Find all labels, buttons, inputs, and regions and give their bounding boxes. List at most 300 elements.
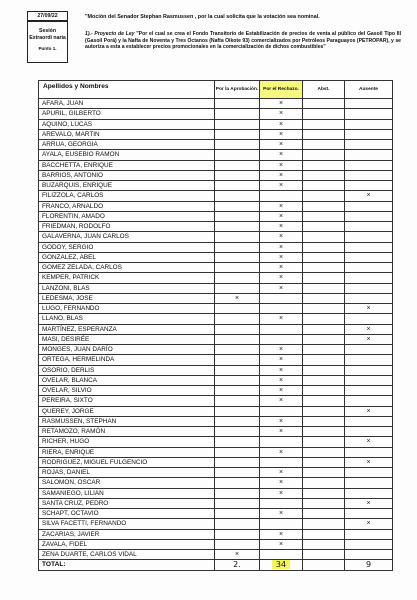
vote-cell-absent	[345, 550, 393, 560]
senator-name: RICHER, HUGO	[39, 437, 215, 447]
vote-cell-approve	[215, 539, 260, 549]
vote-cell-absent	[345, 334, 393, 344]
vote-cell-abstain	[303, 509, 345, 519]
table-row	[39, 242, 393, 252]
vote-cell-reject	[260, 283, 303, 293]
vote-mark-icon: ×	[366, 520, 371, 528]
table-row	[39, 334, 393, 344]
vote-cell-abstain	[303, 355, 345, 365]
table-row	[39, 211, 393, 221]
senator-name: MASI, DESIRÉE	[39, 334, 215, 344]
table-row	[39, 191, 393, 201]
table-row	[39, 201, 393, 211]
vote-cell-reject	[260, 211, 303, 221]
vote-cell-abstain	[303, 232, 345, 242]
vote-cell-abstain	[303, 222, 345, 232]
vote-cell-approve	[215, 263, 260, 273]
vote-cell-reject	[260, 324, 303, 334]
table-row	[39, 509, 393, 519]
senator-name: FILIZZOLA, CARLOS	[39, 191, 215, 201]
table-row	[39, 355, 393, 365]
vote-cell-abstain	[303, 181, 345, 191]
vote-mark-icon: ×	[278, 212, 284, 220]
vote-cell-approve	[215, 293, 260, 303]
vote-cell-approve	[215, 170, 260, 180]
vote-cell-approve	[215, 457, 260, 467]
vote-cell-approve	[215, 365, 260, 375]
table-row	[39, 293, 393, 303]
column-header-abstain: Abst.	[303, 81, 345, 99]
vote-cell-reject	[260, 293, 303, 303]
vote-cell-approve	[215, 211, 260, 221]
senator-name: OVELAR, SILVIO	[39, 386, 215, 396]
vote-cell-approve	[215, 150, 260, 160]
vote-cell-reject	[260, 129, 303, 139]
vote-cell-absent	[345, 539, 393, 549]
vote-cell-approve	[215, 119, 260, 129]
vote-cell-abstain	[303, 160, 345, 170]
senator-name: GONZALEZ, ABEL	[39, 252, 215, 262]
vote-cell-approve	[215, 406, 260, 416]
senator-name: APURIL, GILBERTO	[39, 109, 215, 119]
vote-mark-icon: ×	[278, 540, 284, 548]
vote-cell-abstain	[303, 365, 345, 375]
vote-cell-reject	[260, 304, 303, 314]
vote-cell-approve	[215, 201, 260, 211]
vote-cell-abstain	[303, 283, 345, 293]
table-row	[39, 416, 393, 426]
vote-cell-reject	[260, 160, 303, 170]
motion-text: "Moción del Senador Stephan Rasmussen , por la cual solicita que la votación sea nominal.	[85, 14, 320, 20]
vote-cell-abstain	[303, 498, 345, 508]
vote-mark-icon: ×	[278, 417, 284, 425]
table-row	[39, 222, 393, 232]
table-row	[39, 273, 393, 283]
vote-cell-reject	[260, 365, 303, 375]
vote-cell-absent	[345, 222, 393, 232]
table-row	[39, 375, 393, 385]
senator-name: GOMEZ ZELADA, CARLOS	[39, 263, 215, 273]
vote-cell-absent	[345, 314, 393, 324]
senator-name: ORTEGA, HERMELINDA	[39, 355, 215, 365]
table-row	[39, 99, 393, 109]
vote-cell-reject	[260, 273, 303, 283]
vote-cell-absent	[345, 181, 393, 191]
vote-cell-approve	[215, 334, 260, 344]
senator-name: FLORENTIN, AMADO	[39, 211, 215, 221]
vote-cell-abstain	[303, 119, 345, 129]
table-row	[39, 468, 393, 478]
table-row	[39, 550, 393, 560]
vote-cell-abstain	[303, 437, 345, 447]
vote-cell-absent	[345, 232, 393, 242]
vote-cell-abstain	[303, 201, 345, 211]
vote-cell-approve	[215, 160, 260, 170]
vote-cell-abstain	[303, 519, 345, 529]
senator-name: AREVALO, MARTIN	[39, 129, 215, 139]
project-label: 1).- Proyecto de Ley	[85, 31, 135, 37]
vote-cell-abstain	[303, 447, 345, 457]
vote-cell-abstain	[303, 406, 345, 416]
vote-cell-absent	[345, 119, 393, 129]
vote-cell-approve	[215, 488, 260, 498]
vote-mark-icon: ×	[278, 120, 284, 128]
vote-cell-reject	[260, 150, 303, 160]
vote-cell-reject	[260, 509, 303, 519]
senator-name: PEREIRA, SIXTO	[39, 396, 215, 406]
table-row	[39, 304, 393, 314]
table-row	[39, 427, 393, 437]
vote-cell-approve	[215, 191, 260, 201]
vote-cell-abstain	[303, 457, 345, 467]
table-row	[39, 160, 393, 170]
vote-cell-reject	[260, 519, 303, 529]
vote-cell-reject	[260, 242, 303, 252]
vote-cell-abstain	[303, 334, 345, 344]
vote-cell-abstain	[303, 129, 345, 139]
total-reject: 34	[272, 560, 290, 569]
table-row	[39, 109, 393, 119]
vote-mark-icon: ×	[366, 305, 371, 313]
senator-name: FRIEDMAN, RODOLFO	[39, 222, 215, 232]
senator-name: ZACARIAS, JAVIER	[39, 529, 215, 539]
vote-cell-approve	[215, 232, 260, 242]
vote-cell-approve	[215, 427, 260, 437]
senator-name: ZAVALA, FIDEL	[39, 539, 215, 549]
vote-cell-absent	[345, 150, 393, 160]
vote-cell-reject	[260, 119, 303, 129]
total-abstain	[303, 560, 345, 571]
vote-cell-abstain	[303, 324, 345, 334]
vote-cell-reject	[260, 355, 303, 365]
senator-name: ZENA DUARTE, CARLOS VIDAL	[39, 550, 215, 560]
vote-cell-abstain	[303, 273, 345, 283]
vote-cell-reject	[260, 539, 303, 549]
vote-cell-abstain	[303, 550, 345, 560]
vote-cell-absent	[345, 375, 393, 385]
vote-cell-approve	[215, 355, 260, 365]
vote-mark-icon: ×	[278, 110, 284, 118]
vote-cell-abstain	[303, 539, 345, 549]
vote-cell-approve	[215, 324, 260, 334]
vote-cell-reject	[260, 222, 303, 232]
vote-cell-approve	[215, 242, 260, 252]
vote-cell-absent	[345, 478, 393, 488]
senator-name: BARRIOS, ANTONIO	[39, 170, 215, 180]
vote-cell-reject	[260, 263, 303, 273]
vote-cell-reject	[260, 478, 303, 488]
vote-cell-approve	[215, 509, 260, 519]
vote-cell-absent	[345, 437, 393, 447]
vote-mark-icon: ×	[278, 366, 284, 374]
vote-mark-icon: ×	[278, 469, 284, 477]
senator-name: SAMANIEGO, LILIAN	[39, 488, 215, 498]
vote-cell-abstain	[303, 263, 345, 273]
table-row	[39, 437, 393, 447]
vote-mark-icon: ×	[278, 171, 284, 179]
vote-cell-approve	[215, 283, 260, 293]
vote-cell-absent	[345, 365, 393, 375]
table-row	[39, 181, 393, 191]
table-row	[39, 386, 393, 396]
vote-mark-icon: ×	[366, 325, 371, 333]
table-header-row	[39, 81, 393, 99]
vote-cell-absent	[345, 427, 393, 437]
vote-cell-abstain	[303, 109, 345, 119]
table-row	[39, 447, 393, 457]
senator-name: LANZONI, BLAS	[39, 283, 215, 293]
vote-mark-icon: ×	[366, 499, 371, 507]
vote-cell-reject	[260, 140, 303, 150]
total-approve: 2.	[215, 560, 260, 571]
vote-cell-absent	[345, 416, 393, 426]
totals-label: TOTAL:	[39, 560, 215, 571]
vote-cell-absent	[345, 345, 393, 355]
table-row	[39, 498, 393, 508]
senator-name: BUZARQUIS, ENRIQUE	[39, 181, 215, 191]
table-row	[39, 232, 393, 242]
vote-mark-icon: ×	[278, 161, 284, 169]
vote-mark-icon: ×	[278, 479, 284, 487]
table-row	[39, 345, 393, 355]
senator-name: GALAVERNA, JUAN CARLOS	[39, 232, 215, 242]
table-row	[39, 263, 393, 273]
vote-cell-absent	[345, 129, 393, 139]
vote-mark-icon: ×	[278, 182, 284, 190]
vote-mark-icon: ×	[278, 448, 284, 456]
session-date: 27/09/22	[27, 11, 68, 21]
vote-mark-icon: ×	[278, 274, 284, 282]
vote-cell-approve	[215, 416, 260, 426]
vote-mark-icon: ×	[278, 356, 284, 364]
senator-name: QUEREY, JORGE	[39, 406, 215, 416]
vote-cell-reject	[260, 396, 303, 406]
vote-mark-icon: ×	[278, 376, 284, 384]
vote-cell-approve	[215, 181, 260, 191]
senator-name: OVELAR, BLANCA	[39, 375, 215, 385]
table-row	[39, 119, 393, 129]
table-row	[39, 488, 393, 498]
total-absent: 9	[345, 560, 393, 571]
vote-cell-absent	[345, 457, 393, 467]
vote-cell-approve	[215, 140, 260, 150]
vote-mark-icon: ×	[278, 397, 284, 405]
session-type-box	[27, 21, 68, 63]
table-row	[39, 170, 393, 180]
vote-mark-icon: ×	[278, 202, 284, 210]
vote-cell-abstain	[303, 396, 345, 406]
vote-cell-approve	[215, 396, 260, 406]
vote-mark-icon: ×	[278, 489, 284, 497]
vote-cell-absent	[345, 160, 393, 170]
vote-cell-reject	[260, 550, 303, 560]
table-row	[39, 529, 393, 539]
vote-cell-approve	[215, 478, 260, 488]
vote-cell-absent	[345, 252, 393, 262]
vote-mark-icon: ×	[278, 233, 284, 241]
table-row	[39, 129, 393, 139]
vote-mark-icon: ×	[278, 100, 284, 108]
vote-cell-reject	[260, 427, 303, 437]
column-header-reject: Por el Rechazo.	[260, 81, 303, 99]
vote-cell-approve	[215, 519, 260, 529]
session-type: Sesión Extraordi naria	[29, 28, 66, 41]
vote-cell-abstain	[303, 191, 345, 201]
vote-cell-absent	[345, 201, 393, 211]
vote-cell-approve	[215, 99, 260, 109]
vote-cell-abstain	[303, 427, 345, 437]
agenda-point: Punto 1.	[38, 46, 57, 51]
vote-cell-abstain	[303, 478, 345, 488]
vote-mark-icon: ×	[366, 335, 371, 343]
vote-cell-abstain	[303, 314, 345, 324]
senator-name: MARTÍNEZ, ESPERANZA	[39, 324, 215, 334]
vote-cell-approve	[215, 550, 260, 560]
vote-cell-reject	[260, 201, 303, 211]
senator-name: SANTA CRUZ, PEDRO	[39, 498, 215, 508]
table-row	[39, 314, 393, 324]
vote-cell-reject	[260, 437, 303, 447]
vote-mark-icon: ×	[366, 458, 371, 466]
vote-mark-icon: ×	[278, 130, 284, 138]
vote-mark-icon: ×	[234, 294, 240, 302]
table-row	[39, 457, 393, 467]
vote-cell-reject	[260, 191, 303, 201]
senator-name: SILVA FACETTI, FERNANDO	[39, 519, 215, 529]
vote-cell-approve	[215, 129, 260, 139]
vote-cell-abstain	[303, 468, 345, 478]
vote-cell-absent	[345, 447, 393, 457]
vote-cell-approve	[215, 109, 260, 119]
vote-cell-reject	[260, 457, 303, 467]
table-row	[39, 478, 393, 488]
vote-cell-absent	[345, 273, 393, 283]
vote-cell-abstain	[303, 488, 345, 498]
vote-cell-reject	[260, 109, 303, 119]
senator-name: LLANO, BLAS	[39, 314, 215, 324]
vote-cell-reject	[260, 498, 303, 508]
senator-name: ROJAS, DANIEL	[39, 468, 215, 478]
senator-name: LEDESMA, JOSE	[39, 293, 215, 303]
vote-cell-absent	[345, 211, 393, 221]
vote-rows	[39, 99, 393, 560]
senator-name: MONGES, JUAN DARÍO	[39, 345, 215, 355]
vote-cell-absent	[345, 99, 393, 109]
senator-name: AYALA, EUSEBIO RAMON	[39, 150, 215, 160]
vote-mark-icon: ×	[278, 530, 284, 538]
vote-cell-reject	[260, 232, 303, 242]
senator-name: RODRIGUEZ, MIGUEL FULGENCIO	[39, 457, 215, 467]
vote-cell-reject	[260, 386, 303, 396]
vote-cell-reject	[260, 252, 303, 262]
table-row	[39, 150, 393, 160]
vote-mark-icon: ×	[278, 510, 284, 518]
vote-mark-icon: ×	[278, 284, 284, 292]
vote-mark-icon: ×	[278, 346, 284, 354]
vote-cell-abstain	[303, 211, 345, 221]
vote-cell-approve	[215, 468, 260, 478]
totals-row	[39, 560, 393, 571]
vote-cell-reject	[260, 447, 303, 457]
vote-cell-absent	[345, 140, 393, 150]
table-row	[39, 396, 393, 406]
vote-cell-absent	[345, 468, 393, 478]
vote-cell-absent	[345, 386, 393, 396]
senator-name: KEMPER, PATRICK	[39, 273, 215, 283]
project-description	[85, 31, 401, 51]
senator-name: FRANCO, ARNALDO	[39, 201, 215, 211]
vote-cell-absent	[345, 529, 393, 539]
vote-cell-reject	[260, 345, 303, 355]
vote-cell-abstain	[303, 150, 345, 160]
senator-name: SCHAPT, OCTAVIO	[39, 509, 215, 519]
vote-cell-reject	[260, 314, 303, 324]
vote-mark-icon: ×	[278, 223, 284, 231]
table-row	[39, 324, 393, 334]
vote-cell-abstain	[303, 386, 345, 396]
vote-mark-icon: ×	[366, 407, 371, 415]
vote-cell-approve	[215, 314, 260, 324]
vote-cell-reject	[260, 99, 303, 109]
vote-cell-absent	[345, 355, 393, 365]
vote-cell-abstain	[303, 345, 345, 355]
vote-mark-icon: ×	[278, 387, 284, 395]
vote-cell-abstain	[303, 304, 345, 314]
vote-table	[38, 80, 393, 571]
senator-name: RETAMOZO, RAMÓN	[39, 427, 215, 437]
vote-cell-abstain	[303, 529, 345, 539]
vote-mark-icon: ×	[366, 192, 371, 200]
vote-cell-absent	[345, 170, 393, 180]
table-row	[39, 519, 393, 529]
vote-cell-approve	[215, 447, 260, 457]
table-row	[39, 406, 393, 416]
vote-cell-absent	[345, 263, 393, 273]
vote-cell-abstain	[303, 99, 345, 109]
senator-name: AQUINO, LUCAS	[39, 119, 215, 129]
project-text: "Por el cual se crea el Fondo Transitorio de Estabilización de precios de venta al público del Gasoil Tipo III (Gasoil Porá) y la Nafta de Noventa y Tres Octanos (Nafta Oikote 93) comercializados por Petróleos Paraguayos (PETROPAR), y se autoriza a esta a establecer precios promocionales en la comercialización de dichos combustibles"	[85, 31, 401, 51]
vote-cell-absent	[345, 406, 393, 416]
vote-cell-abstain	[303, 140, 345, 150]
vote-cell-abstain	[303, 252, 345, 262]
vote-cell-approve	[215, 386, 260, 396]
vote-cell-approve	[215, 252, 260, 262]
column-header-absent: Ausente	[345, 81, 393, 99]
table-row	[39, 283, 393, 293]
vote-cell-absent	[345, 519, 393, 529]
vote-cell-reject	[260, 529, 303, 539]
senator-name: ARRUA, GEORGIA	[39, 140, 215, 150]
total-reject-cell	[260, 560, 303, 571]
vote-cell-reject	[260, 170, 303, 180]
table-row	[39, 539, 393, 549]
vote-cell-absent	[345, 283, 393, 293]
vote-cell-reject	[260, 375, 303, 385]
table-row	[39, 140, 393, 150]
vote-cell-approve	[215, 498, 260, 508]
senator-name: GODOY, SERGIO	[39, 242, 215, 252]
vote-mark-icon: ×	[366, 438, 371, 446]
senator-name: SALOMON, OSCAR	[39, 478, 215, 488]
vote-cell-absent	[345, 509, 393, 519]
vote-cell-approve	[215, 375, 260, 385]
vote-cell-reject	[260, 488, 303, 498]
vote-cell-reject	[260, 406, 303, 416]
senator-name: AFARA, JUAN	[39, 99, 215, 109]
vote-mark-icon: ×	[278, 315, 284, 323]
senator-name: OSORIO, DERLIS	[39, 365, 215, 375]
senator-name: BACCHETTA, ENRIQUE	[39, 160, 215, 170]
